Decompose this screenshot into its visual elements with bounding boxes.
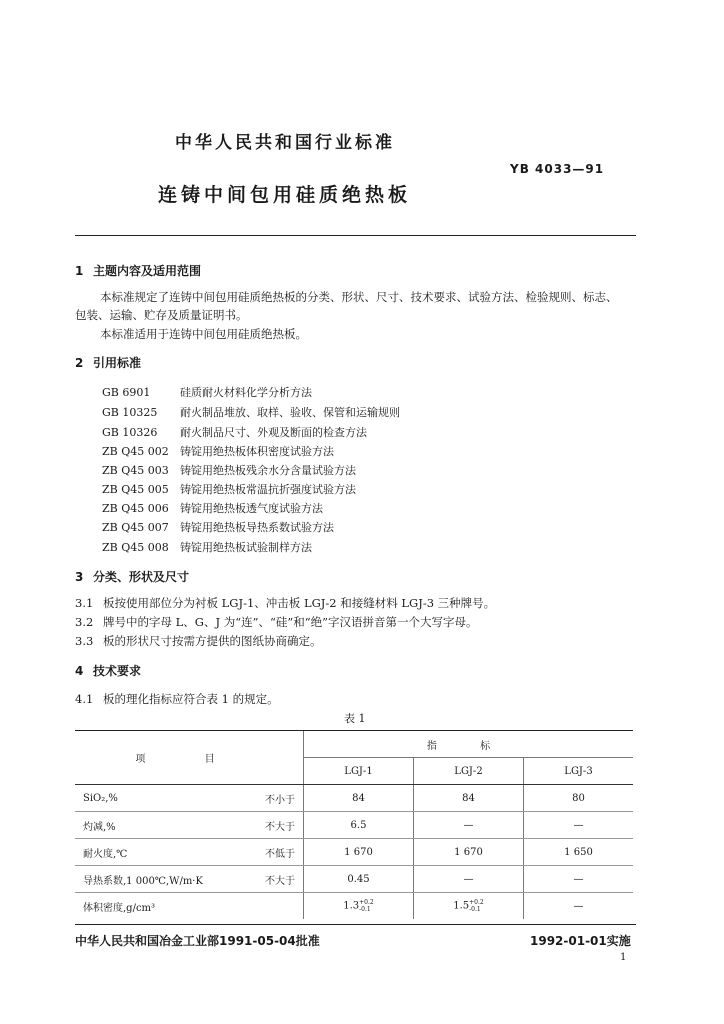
page-number: 1 — [620, 952, 627, 963]
cell-value: 1 670 — [414, 839, 524, 866]
reference-item: ZB Q45 008 铸锭用绝热板试验制样方法 — [102, 541, 312, 554]
top-rule — [75, 235, 636, 236]
reference-item: GB 10326 耐火制品尺寸、外观及断面的检查方法 — [102, 426, 367, 439]
clause-3-3: 3.3 板的形状尺寸按需方提供的图纸协商确定。 — [75, 634, 322, 648]
properties-table — [75, 730, 633, 919]
row-item: 耐火度,℃ — [75, 839, 225, 866]
cell-value: 6.5 — [304, 812, 414, 839]
cell-value: — — [524, 812, 634, 839]
row-requirement: 不小于 — [225, 785, 304, 812]
row-item: 导热系数,1 000℃,W/m·K — [75, 866, 225, 893]
table-row — [75, 839, 633, 866]
cell-value: 0.45 — [304, 866, 414, 893]
cell-value: — — [414, 866, 524, 893]
clause-3-2: 3.2 牌号中的字母 L、G、J 为“连”、“硅”和“绝”字汉语拼音第一个大写字母。 — [75, 615, 478, 629]
cell-value: 1.5+0.2 -0.1 — [414, 893, 524, 920]
standard-number: YB 4033—91 — [510, 162, 605, 176]
cell-value: 1 650 — [524, 839, 634, 866]
row-item: 灼减,% — [75, 812, 225, 839]
bottom-rule — [75, 924, 636, 925]
cell-value: — — [524, 866, 634, 893]
section-4-heading: 4 技术要求 — [75, 664, 142, 678]
column-header-indicator: 指 标 — [304, 731, 634, 758]
clause-3-1: 3.1 板按使用部位分为衬板 LGJ-1、冲击板 LGJ-2 和接缝材料 LGJ-3 三种牌号。 — [75, 596, 496, 610]
table-caption: 表 1 — [344, 712, 366, 725]
section-1-para-1b: 包装、运输、贮存及质量证明书。 — [75, 308, 248, 322]
row-requirement: 不大于 — [225, 866, 304, 893]
column-header-item: 项 目 — [75, 731, 304, 785]
table-row — [75, 866, 633, 893]
cell-value: 84 — [304, 785, 414, 812]
cell-value: 84 — [414, 785, 524, 812]
cell-value: 1 670 — [304, 839, 414, 866]
cell-value: — — [414, 812, 524, 839]
clause-4-1: 4.1 板的理化指标应符合表 1 的规定。 — [75, 692, 279, 706]
grade-header: LGJ-2 — [414, 758, 524, 785]
cell-value: 1.3+0.2 -0.1 — [304, 893, 414, 920]
section-1-para-1a: 本标准规定了连铸中间包用硅质绝热板的分类、形状、尺寸、技术要求、试验方法、检验规则、标志、 — [100, 290, 618, 304]
table-row — [75, 812, 633, 839]
section-3-heading: 3 分类、形状及尺寸 — [75, 570, 190, 584]
approval-line: 中华人民共和国冶金工业部1991-05-04批准 — [75, 934, 320, 948]
reference-item: GB 10325 耐火制品堆放、取样、验收、保管和运输规则 — [102, 406, 400, 419]
reference-item: ZB Q45 005 铸锭用绝热板常温抗折强度试验方法 — [102, 483, 356, 496]
document-title: 连铸中间包用硅质绝热板 — [158, 184, 412, 206]
grade-header: LGJ-3 — [524, 758, 634, 785]
reference-item: ZB Q45 006 铸锭用绝热板透气度试验方法 — [102, 502, 323, 515]
grade-header: LGJ-1 — [304, 758, 414, 785]
reference-item: ZB Q45 007 铸锭用绝热板导热系数试验方法 — [102, 521, 334, 534]
row-item: SiO₂,% — [75, 785, 225, 812]
reference-item: GB 6901 硅质耐火材料化学分析方法 — [102, 386, 312, 399]
cell-value: — — [524, 893, 634, 920]
section-1-para-2: 本标准适用于连铸中间包用硅质绝热板。 — [100, 327, 307, 341]
row-item: 体积密度,g/cm³ — [83, 902, 156, 914]
cell-value: 80 — [524, 785, 634, 812]
implementation-date: 1992-01-01实施 — [530, 934, 631, 948]
reference-item: ZB Q45 002 铸锭用绝热板体积密度试验方法 — [102, 445, 334, 458]
row-requirement: 不大于 — [225, 812, 304, 839]
row-requirement: 不低于 — [225, 839, 304, 866]
reference-item: ZB Q45 003 铸锭用绝热板残余水分含量试验方法 — [102, 464, 356, 477]
org-line: 中华人民共和国行业标准 — [175, 133, 395, 153]
section-1-heading: 1 主题内容及适用范围 — [75, 264, 202, 278]
table-row — [75, 893, 633, 920]
section-2-heading: 2 引用标准 — [75, 356, 142, 370]
table-row — [75, 785, 633, 812]
